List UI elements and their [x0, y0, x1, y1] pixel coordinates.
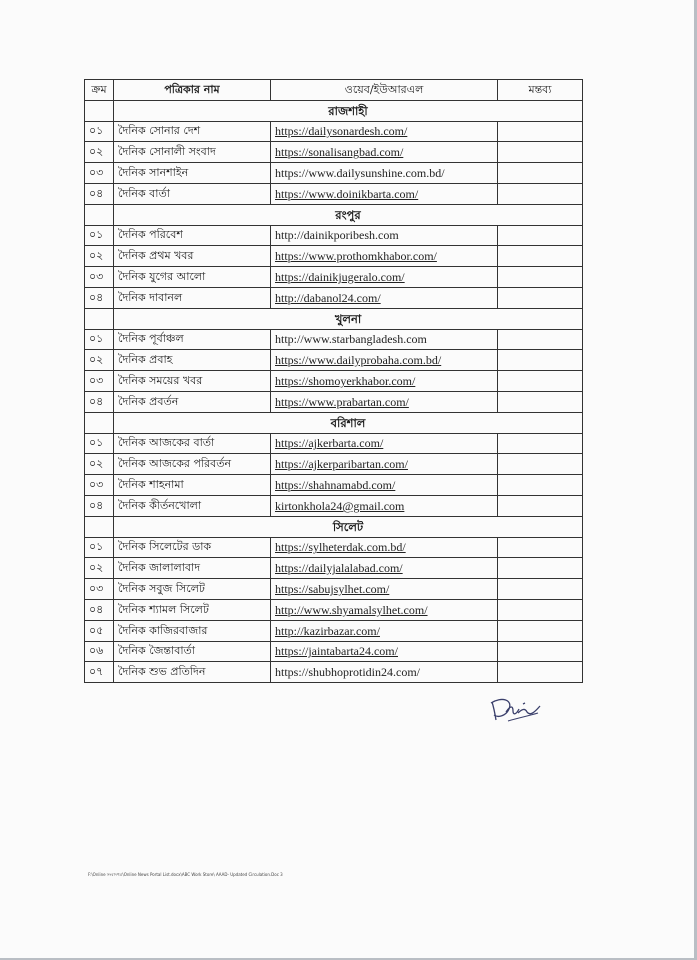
newspaper-name-cell: দৈনিক কাজিরবাজার	[114, 620, 271, 641]
serial-cell: ০৪	[85, 391, 114, 412]
url-link[interactable]: https://www.dailyprobaha.com.bd/	[271, 350, 498, 371]
region-heading: সিলেট	[114, 516, 583, 537]
region-heading: বরিশাল	[114, 412, 583, 433]
region-serial-cell	[85, 100, 114, 121]
remarks-cell	[498, 350, 583, 371]
region-row	[85, 308, 583, 329]
newspaper-name-cell: দৈনিক বার্তা	[114, 183, 271, 204]
table-row	[85, 287, 583, 308]
serial-cell: ০১	[85, 225, 114, 246]
table-row	[85, 537, 583, 558]
newspaper-name-cell: দৈনিক শাহনামা	[114, 475, 271, 496]
serial-cell: ০৩	[85, 475, 114, 496]
table-row	[85, 454, 583, 475]
region-row	[85, 100, 583, 121]
newspaper-name-cell: দৈনিক সিলেটের ডাক	[114, 537, 271, 558]
url-link[interactable]: https://www.prabartan.com/	[271, 391, 498, 412]
region-row	[85, 516, 583, 537]
table-row	[85, 495, 583, 516]
serial-cell: ০৩	[85, 267, 114, 288]
newspaper-name-cell: দৈনিক আজকের বার্তা	[114, 433, 271, 454]
newspaper-name-cell: দৈনিক কীর্তনখোলা	[114, 495, 271, 516]
remarks-cell	[498, 329, 583, 350]
newspaper-name-cell: দৈনিক সোনার দেশ	[114, 121, 271, 142]
newspaper-name-cell: দৈনিক শ্যামল সিলেট	[114, 599, 271, 620]
url-link[interactable]: http://www.shyamalsylhet.com/	[271, 599, 498, 620]
newspaper-name-cell: দৈনিক সানশাইন	[114, 163, 271, 184]
header-newspaper-name: পত্রিকার নাম	[114, 80, 271, 101]
url-link[interactable]: https://www.doinikbarta.com/	[271, 183, 498, 204]
serial-cell: ০১	[85, 537, 114, 558]
region-heading: রাজশাহী	[114, 100, 583, 121]
remarks-cell	[498, 163, 583, 184]
remarks-cell	[498, 662, 583, 683]
table-row	[85, 599, 583, 620]
region-serial-cell	[85, 412, 114, 433]
remarks-cell	[498, 537, 583, 558]
newspaper-name-cell: দৈনিক সময়ের খবর	[114, 371, 271, 392]
url-link[interactable]: https://dainikjugeralo.com/	[271, 267, 498, 288]
serial-cell: ০৫	[85, 620, 114, 641]
serial-cell: ০১	[85, 329, 114, 350]
remarks-cell	[498, 641, 583, 662]
url-cell: https://www.dailysunshine.com.bd/	[271, 163, 498, 184]
table-body	[85, 100, 583, 682]
table-row	[85, 391, 583, 412]
serial-cell: ০৩	[85, 371, 114, 392]
newspaper-name-cell: দৈনিক সবুজ সিলেট	[114, 579, 271, 600]
url-link[interactable]: https://www.prothomkhabor.com/	[271, 246, 498, 267]
region-row	[85, 204, 583, 225]
remarks-cell	[498, 121, 583, 142]
serial-cell: ০২	[85, 350, 114, 371]
url-link[interactable]: http://dabanol24.com/	[271, 287, 498, 308]
serial-cell: ০৪	[85, 287, 114, 308]
table-header-row	[85, 80, 583, 101]
table-row	[85, 329, 583, 350]
newspaper-table	[84, 79, 583, 683]
url-link[interactable]: https://shomoyerkhabor.com/	[271, 371, 498, 392]
newspaper-name-cell: দৈনিক প্রবর্তন	[114, 391, 271, 412]
remarks-cell	[498, 454, 583, 475]
serial-cell: ০৪	[85, 183, 114, 204]
header-serial: ক্রম	[85, 80, 114, 101]
serial-cell: ০২	[85, 558, 114, 579]
newspaper-name-cell: দৈনিক পূর্বাঞ্চল	[114, 329, 271, 350]
table-row	[85, 267, 583, 288]
region-heading: রংপুর	[114, 204, 583, 225]
region-row	[85, 412, 583, 433]
table-row	[85, 350, 583, 371]
remarks-cell	[498, 267, 583, 288]
table-row	[85, 183, 583, 204]
remarks-cell	[498, 225, 583, 246]
newspaper-name-cell: দৈনিক আজকের পরিবর্তন	[114, 454, 271, 475]
url-cell: https://shubhoprotidin24.com/	[271, 662, 498, 683]
remarks-cell	[498, 475, 583, 496]
url-link[interactable]: https://shahnamabd.com/	[271, 475, 498, 496]
url-link[interactable]: https://dailyjalalabad.com/	[271, 558, 498, 579]
remarks-cell	[498, 287, 583, 308]
remarks-cell	[498, 558, 583, 579]
table-row	[85, 475, 583, 496]
header-url: ওয়েব/ইউআরএল	[271, 80, 498, 101]
serial-cell: ০১	[85, 121, 114, 142]
table-row	[85, 225, 583, 246]
table-row	[85, 371, 583, 392]
serial-cell: ০২	[85, 142, 114, 163]
newspaper-name-cell: দৈনিক যুগের আলো	[114, 267, 271, 288]
remarks-cell	[498, 371, 583, 392]
url-link[interactable]: https://ajkerbarta.com/	[271, 433, 498, 454]
table-row	[85, 121, 583, 142]
url-link[interactable]: https://ajkerparibartan.com/	[271, 454, 498, 475]
remarks-cell	[498, 142, 583, 163]
newspaper-name-cell: দৈনিক জালালাবাদ	[114, 558, 271, 579]
serial-cell: ০২	[85, 246, 114, 267]
footer-file-path: F:\Online সংবাদপত্র\Online News Portal List.docx\ABC Work Store\ AAAD- Updated Circulation.Doc 3	[88, 872, 283, 877]
newspaper-name-cell: দৈনিক সোনালী সংবাদ	[114, 142, 271, 163]
table-row	[85, 579, 583, 600]
remarks-cell	[498, 183, 583, 204]
serial-cell: ০৬	[85, 641, 114, 662]
serial-cell: ০৩	[85, 579, 114, 600]
url-link[interactable]: https://sonalisangbad.com/	[271, 142, 498, 163]
table-row	[85, 246, 583, 267]
table-row	[85, 662, 583, 683]
url-cell: http://dainikporibesh.com	[271, 225, 498, 246]
table-row	[85, 433, 583, 454]
remarks-cell	[498, 246, 583, 267]
signature	[488, 694, 544, 730]
url-link[interactable]: https://dailysonardesh.com/	[271, 121, 498, 142]
newspaper-name-cell: দৈনিক জৈন্তাবার্তা	[114, 641, 271, 662]
serial-cell: ০২	[85, 454, 114, 475]
newspaper-name-cell: দৈনিক দাবানল	[114, 287, 271, 308]
table-row	[85, 558, 583, 579]
remarks-cell	[498, 495, 583, 516]
remarks-cell	[498, 433, 583, 454]
table-row	[85, 142, 583, 163]
region-heading: খুলনা	[114, 308, 583, 329]
url-link[interactable]: http://kazirbazar.com/	[271, 620, 498, 641]
url-cell: http://www.starbangladesh.com	[271, 329, 498, 350]
region-serial-cell	[85, 308, 114, 329]
serial-cell: ০৪	[85, 599, 114, 620]
newspaper-name-cell: দৈনিক প্রবাহ	[114, 350, 271, 371]
remarks-cell	[498, 599, 583, 620]
serial-cell: ০৪	[85, 495, 114, 516]
table-row	[85, 620, 583, 641]
newspaper-name-cell: দৈনিক শুভ প্রতিদিন	[114, 662, 271, 683]
url-link[interactable]: https://sylheterdak.com.bd/	[271, 537, 498, 558]
remarks-cell	[498, 579, 583, 600]
region-serial-cell	[85, 204, 114, 225]
table-row	[85, 641, 583, 662]
header-remarks: মন্তব্য	[498, 80, 583, 101]
region-serial-cell	[85, 516, 114, 537]
url-link[interactable]: https://sabujsylhet.com/	[271, 579, 498, 600]
serial-cell: ০৩	[85, 163, 114, 184]
serial-cell: ০৭	[85, 662, 114, 683]
url-link[interactable]: kirtonkhola24@gmail.com	[271, 495, 498, 516]
remarks-cell	[498, 391, 583, 412]
remarks-cell	[498, 620, 583, 641]
table-row	[85, 163, 583, 184]
url-link[interactable]: https://jaintabarta24.com/	[271, 641, 498, 662]
newspaper-name-cell: দৈনিক প্রথম খবর	[114, 246, 271, 267]
serial-cell: ০১	[85, 433, 114, 454]
newspaper-name-cell: দৈনিক পরিবেশ	[114, 225, 271, 246]
